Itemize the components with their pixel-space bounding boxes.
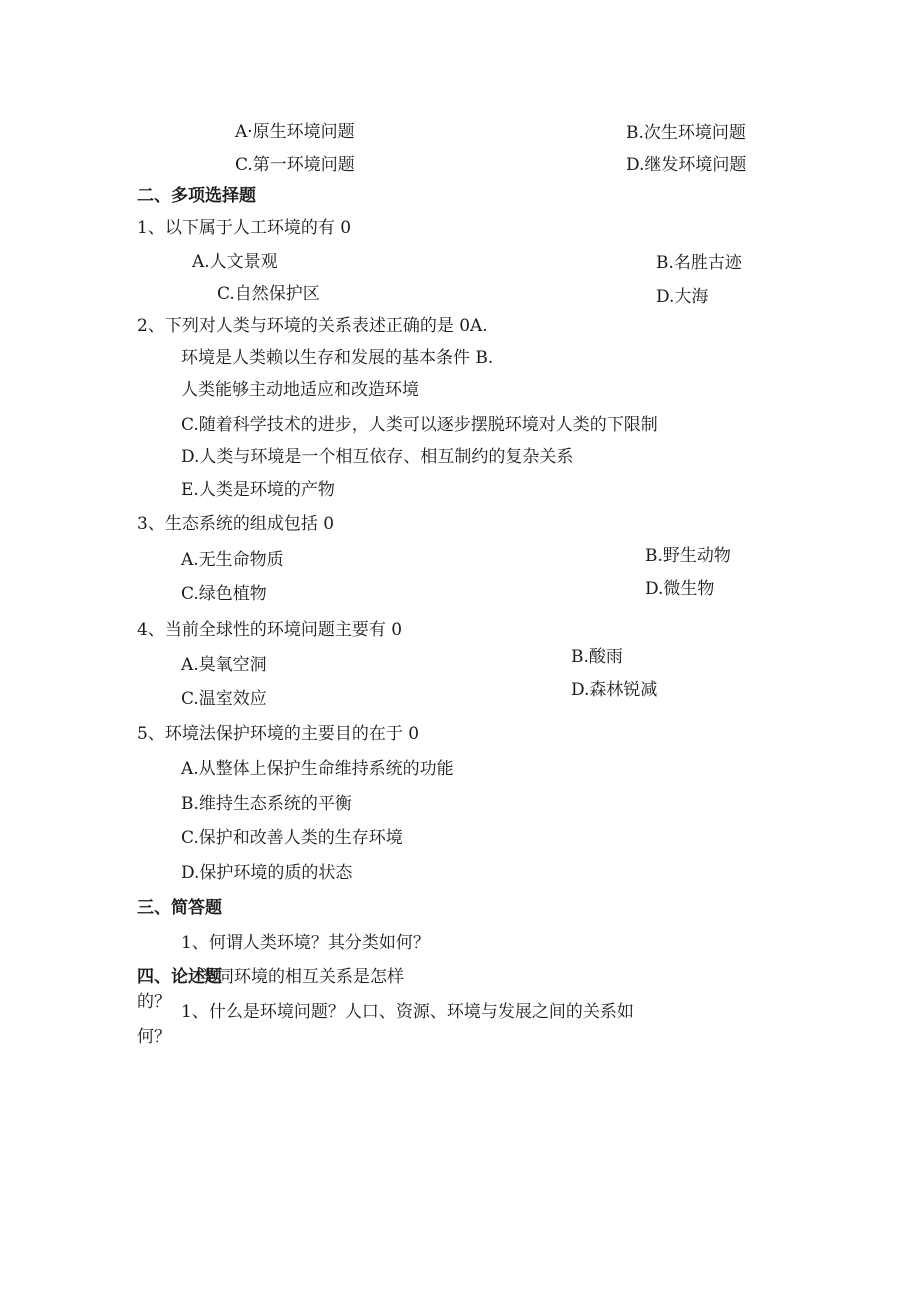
q4-stem: 4、当前全球性的环境问题主要有 0 bbox=[137, 620, 403, 640]
prev-option-a: A·原生环境问题 bbox=[235, 122, 355, 142]
short-answer-q1: 1、何谓人类环境？其分类如何？ bbox=[181, 933, 430, 953]
wrap-fragment-de: 的？ bbox=[137, 992, 171, 1012]
q2-option-c: C.随着科学技术的进步，人类可以逐步摆脱环境对人类的下限制 bbox=[181, 415, 658, 435]
section-heading-multiple-choice: 二、多项选择题 bbox=[137, 186, 256, 206]
q1-stem: 1、以下属于人工环境的有 0 bbox=[137, 218, 352, 238]
prev-option-d: D.继发环境问题 bbox=[626, 155, 747, 175]
prev-option-c: C.第一环境问题 bbox=[235, 155, 355, 175]
q1-option-b: B.名胜古迹 bbox=[656, 253, 742, 273]
q5-option-c: C.保护和改善人类的生存环境 bbox=[181, 828, 403, 848]
q2-option-e: E.人类是环境的产物 bbox=[181, 480, 335, 500]
q4-option-b: B.酸雨 bbox=[571, 647, 623, 667]
section-heading-short-answer: 三、简答题 bbox=[137, 898, 222, 918]
q1-option-d: D.大海 bbox=[656, 287, 709, 307]
q2-line-1: 环境是人类赖以生存和发展的基本条件 B. bbox=[181, 348, 494, 368]
wrap-fragment-he: 何？ bbox=[137, 1027, 171, 1047]
q3-option-d: D.微生物 bbox=[645, 579, 715, 599]
q3-stem: 3、生态系统的组成包括 0 bbox=[137, 514, 335, 534]
q5-option-d: D.保护环境的质的状态 bbox=[181, 863, 353, 883]
q2-option-d: D.人类与环境是一个相互依存、相互制约的复杂关系 bbox=[181, 447, 574, 467]
q5-option-a: A.从整体上保护生命维持系统的功能 bbox=[181, 759, 454, 779]
q5-stem: 5、环境法保护环境的主要目的在于 0 bbox=[137, 724, 420, 744]
overlap-question-tail: 类同环境的相互关系是怎样 bbox=[200, 967, 404, 987]
q1-option-c: C.自然保护区 bbox=[217, 284, 320, 304]
q3-option-a: A.无生命物质 bbox=[181, 550, 284, 570]
prev-option-b: B.次生环境问题 bbox=[626, 123, 746, 143]
q2-line-2: 人类能够主动地适应和改造环境 bbox=[181, 380, 419, 400]
q3-option-b: B.野生动物 bbox=[645, 546, 731, 566]
section-heading-essay: 四、论述题 bbox=[137, 967, 222, 987]
q4-option-d: D.森林锐减 bbox=[571, 680, 658, 700]
q3-option-c: C.绿色植物 bbox=[181, 584, 267, 604]
q4-option-a: A.臭氧空洞 bbox=[181, 655, 267, 675]
q1-option-a: A.人文景观 bbox=[192, 252, 278, 272]
essay-q1: 1、什么是环境问题？人口、资源、环境与发展之间的关系如 bbox=[181, 1002, 634, 1022]
q4-option-c: C.温室效应 bbox=[181, 689, 267, 709]
q5-option-b: B.维持生态系统的平衡 bbox=[181, 794, 352, 814]
q2-stem: 2、下列对人类与环境的关系表述正确的是 0A. bbox=[137, 316, 488, 336]
